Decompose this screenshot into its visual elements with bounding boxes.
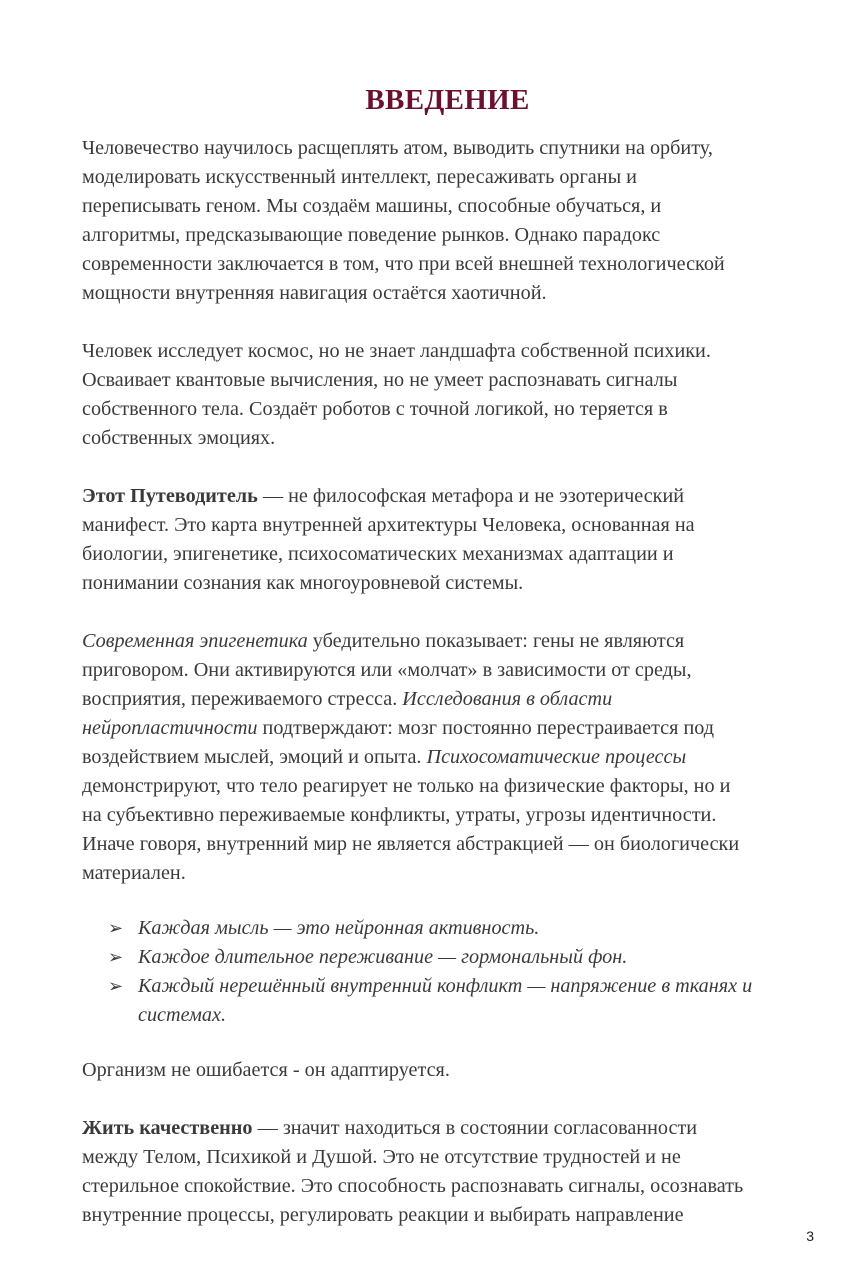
text-line: понимании сознания как многоуровневой системы. xyxy=(82,572,524,594)
text-line xyxy=(82,743,812,772)
text-line: Человечество научилось расщеплять атом, выводить спутники на орбиту, xyxy=(82,137,713,159)
text-line: системах. xyxy=(138,1004,227,1026)
arrowhead-bullet-icon: ➢ xyxy=(108,918,124,938)
text-line: стерильное спокойствие. Это способность распознавать сигналы, осознавать xyxy=(82,1175,744,1197)
page-title: ВВЕДЕНИЕ xyxy=(365,84,530,116)
text-line: материален. xyxy=(82,862,186,884)
bold-term: Этот Путеводитель xyxy=(82,485,258,507)
text-line: Организм не ошибается - он адаптируется. xyxy=(82,1059,450,1081)
text-line: Каждая мысль — это нейронная активность. xyxy=(138,917,540,939)
list-item xyxy=(82,914,812,943)
text-line: на субъективно переживаемые конфликты, утраты, угрозы идентичности. xyxy=(82,804,717,826)
arrowhead-bullet-icon: ➢ xyxy=(108,947,124,967)
list-item xyxy=(82,943,812,972)
paragraph-1 xyxy=(82,134,812,308)
paragraph-4 xyxy=(82,627,812,888)
text-line: собственных эмоциях. xyxy=(82,427,276,449)
text-line: манифест. Это карта внутренней архитектуры Человека, основанная на xyxy=(82,514,695,536)
text-line xyxy=(82,627,812,656)
text-fragment: воздействием мыслей, эмоций и опыта. xyxy=(82,746,427,768)
text-fragment: — значит находиться в состоянии согласованности xyxy=(252,1117,698,1139)
text-line xyxy=(82,685,812,714)
bold-term: Жить качественно xyxy=(82,1117,253,1139)
text-line: Каждое длительное переживание — гормональный фон. xyxy=(138,946,628,968)
text-fragment: восприятия, переживаемого стресса. xyxy=(82,688,403,710)
text-fragment: убедительно показывает: гены не являются xyxy=(307,630,685,652)
text-line: демонстрируют, что тело реагирует не только на физические факторы, но и xyxy=(82,775,731,797)
paragraph-5 xyxy=(82,1056,812,1085)
text-line: биологии, эпигенетике, психосоматических механизмах адаптации и xyxy=(82,543,674,565)
paragraph-6 xyxy=(82,1114,812,1230)
italic-term: Психосоматические процессы xyxy=(426,746,687,768)
text-line: Человек исследует космос, но не знает ландшафта собственной психики. xyxy=(82,340,711,362)
italic-term: Современная эпигенетика xyxy=(82,630,308,652)
text-line: современности заключается в том, что при всей внешней технологической xyxy=(82,253,725,275)
italic-term: Исследования в области xyxy=(402,688,613,710)
text-line: алгоритмы, предсказывающие поведение рынков. Однако парадокс xyxy=(82,224,661,246)
text-line: моделировать искусственный интеллект, пересаживать органы и xyxy=(82,166,637,188)
text-line: внутренние процессы, регулировать реакции и выбирать направление xyxy=(82,1204,684,1226)
text-line: приговором. Они активируются или «молчат» в зависимости от среды, xyxy=(82,659,692,681)
text-line: Осваивает квантовые вычисления, но не умеет распознавать сигналы xyxy=(82,369,678,391)
text-fragment: подтверждают: мозг постоянно перестраивается под xyxy=(257,717,715,739)
page-number: 3 xyxy=(806,1228,814,1244)
text-line xyxy=(82,714,812,743)
text-line xyxy=(82,1114,812,1143)
text-line: Иначе говоря, внутренний мир не является абстракцией — он биологически xyxy=(82,833,740,855)
text-line: собственного тела. Создаёт роботов с точной логикой, но теряется в xyxy=(82,398,668,420)
text-line: мощности внутренняя навигация остаётся хаотичной. xyxy=(82,282,547,304)
list-item xyxy=(82,972,812,1030)
text-line: переписывать геном. Мы создаём машины, способные обучаться, и xyxy=(82,195,662,217)
text-fragment: — не философская метафора и не эзотерический xyxy=(257,485,685,507)
italic-term: нейропластичности xyxy=(82,717,258,739)
bullet-list xyxy=(82,914,812,1030)
paragraph-2 xyxy=(82,337,812,453)
text-line: между Телом, Психикой и Душой. Это не отсутствие трудностей и не xyxy=(82,1146,681,1168)
paragraph-3 xyxy=(82,482,812,598)
arrowhead-bullet-icon: ➢ xyxy=(108,976,124,996)
text-line xyxy=(82,482,812,511)
body-text xyxy=(82,134,812,1259)
text-line: Каждый нерешённый внутренний конфликт — напряжение в тканях и xyxy=(138,975,753,997)
